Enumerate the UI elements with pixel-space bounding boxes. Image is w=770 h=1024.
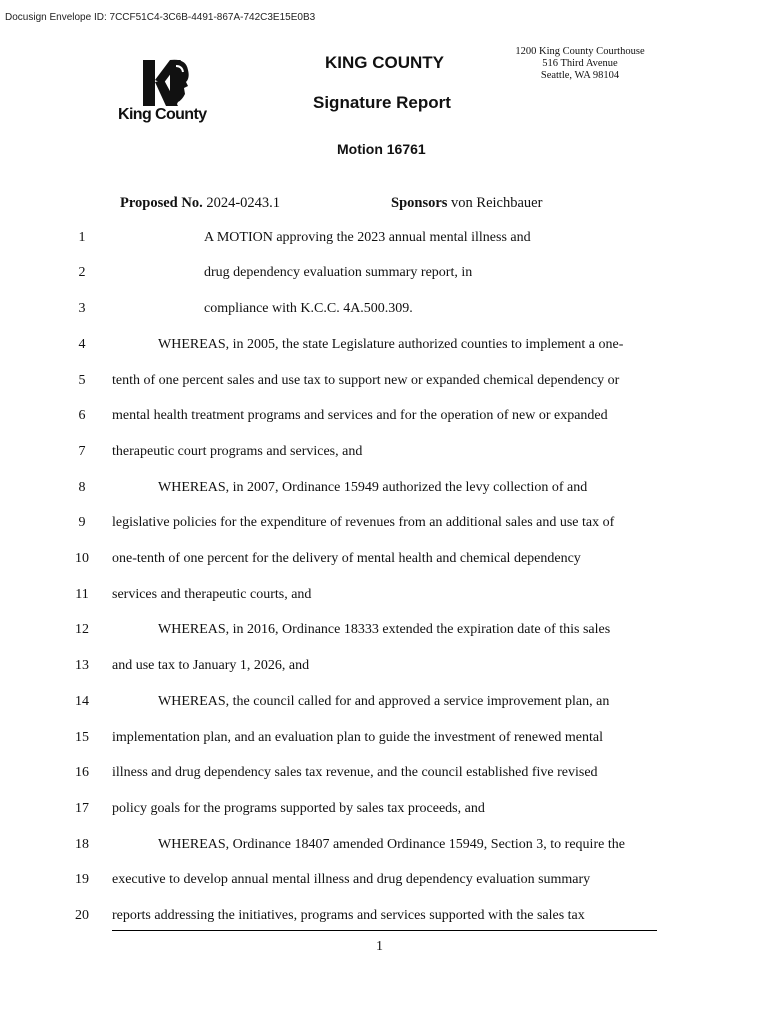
text-line: A MOTION approving the 2023 annual mental illness and [204,230,531,245]
text-line: implementation plan, and an evaluation plan to guide the investment of renewed mental [112,730,604,745]
line-number: 16 [75,765,89,780]
envelope-id: Docusign Envelope ID: 7CCF51C4-3C6B-4491-867A-742C3E15E0B3 [5,12,316,23]
line-number: 20 [75,908,89,923]
line-number: 2 [78,265,86,280]
text-line: illness and drug dependency sales tax revenue, and the council established five revised [112,765,598,780]
proposed-label: Proposed No. [120,195,203,211]
line-number: 10 [75,551,89,566]
text-line: drug dependency evaluation summary report, in [204,265,473,280]
line-number: 18 [75,837,89,852]
line-number: 1 [78,230,86,245]
text-line: mental health treatment programs and services and for the operation of new or expanded [112,408,608,423]
text-line: services and therapeutic courts, and [112,587,312,602]
text-line: therapeutic court programs and services, and [112,444,363,459]
footer-rule [112,930,657,931]
motion-number: Motion 16761 [337,141,426,157]
line-number: 11 [75,587,89,602]
line-number: 19 [75,872,89,887]
sponsors-value: von Reichbauer [451,195,543,211]
text-line: WHEREAS, in 2007, Ordinance 15949 authorized the levy collection of and [158,480,588,495]
line-number: 4 [78,337,86,352]
text-line: compliance with K.C.C. 4A.500.309. [204,301,413,316]
address-block [510,46,650,82]
line-number: 9 [78,515,86,530]
line-number: 8 [78,480,86,495]
page-number: 1 [376,939,383,954]
address-line: 516 Third Avenue [542,58,618,69]
line-number: 6 [78,408,86,423]
text-line: WHEREAS, Ordinance 18407 amended Ordinance 15949, Section 3, to require the [158,837,625,852]
sponsors-label: Sponsors [391,195,448,211]
report-title: Signature Report [313,93,451,112]
line-number: 15 [75,730,89,745]
county-title: KING COUNTY [325,53,444,72]
address-line: 1200 King County Courthouse [515,46,645,57]
text-line: reports addressing the initiatives, programs and services supported with the sales tax [112,908,585,923]
text-line: policy goals for the programs supported by sales tax proceeds, and [112,801,485,816]
line-number: 7 [78,444,86,459]
line-number: 14 [75,694,89,709]
text-line: WHEREAS, in 2016, Ordinance 18333 extended the expiration date of this sales [158,622,611,637]
text-line: legislative policies for the expenditure of revenues from an additional sales and use tax of [112,515,615,530]
text-line: WHEREAS, in 2005, the state Legislature authorized counties to implement a one- [158,337,624,352]
text-line: and use tax to January 1, 2026, and [112,658,310,673]
text-line: WHEREAS, the council called for and approved a service improvement plan, an [158,694,610,709]
line-number: 3 [78,301,86,316]
address-line: Seattle, WA 98104 [540,70,620,81]
line-number: 5 [78,373,86,388]
logo-text: King County [118,106,207,123]
line-number: 13 [75,658,89,673]
line-number: 12 [75,622,89,637]
line-number: 17 [75,801,89,816]
proposed-number [120,195,280,212]
sponsors [391,195,542,212]
text-line: tenth of one percent sales and use tax to support new or expanded chemical dependency or [112,373,620,388]
proposed-value: 2024-0243.1 [206,195,281,211]
text-line: one-tenth of one percent for the delivery of mental health and chemical dependency [112,551,581,566]
text-line: executive to develop annual mental illness and drug dependency evaluation summary [112,872,591,887]
